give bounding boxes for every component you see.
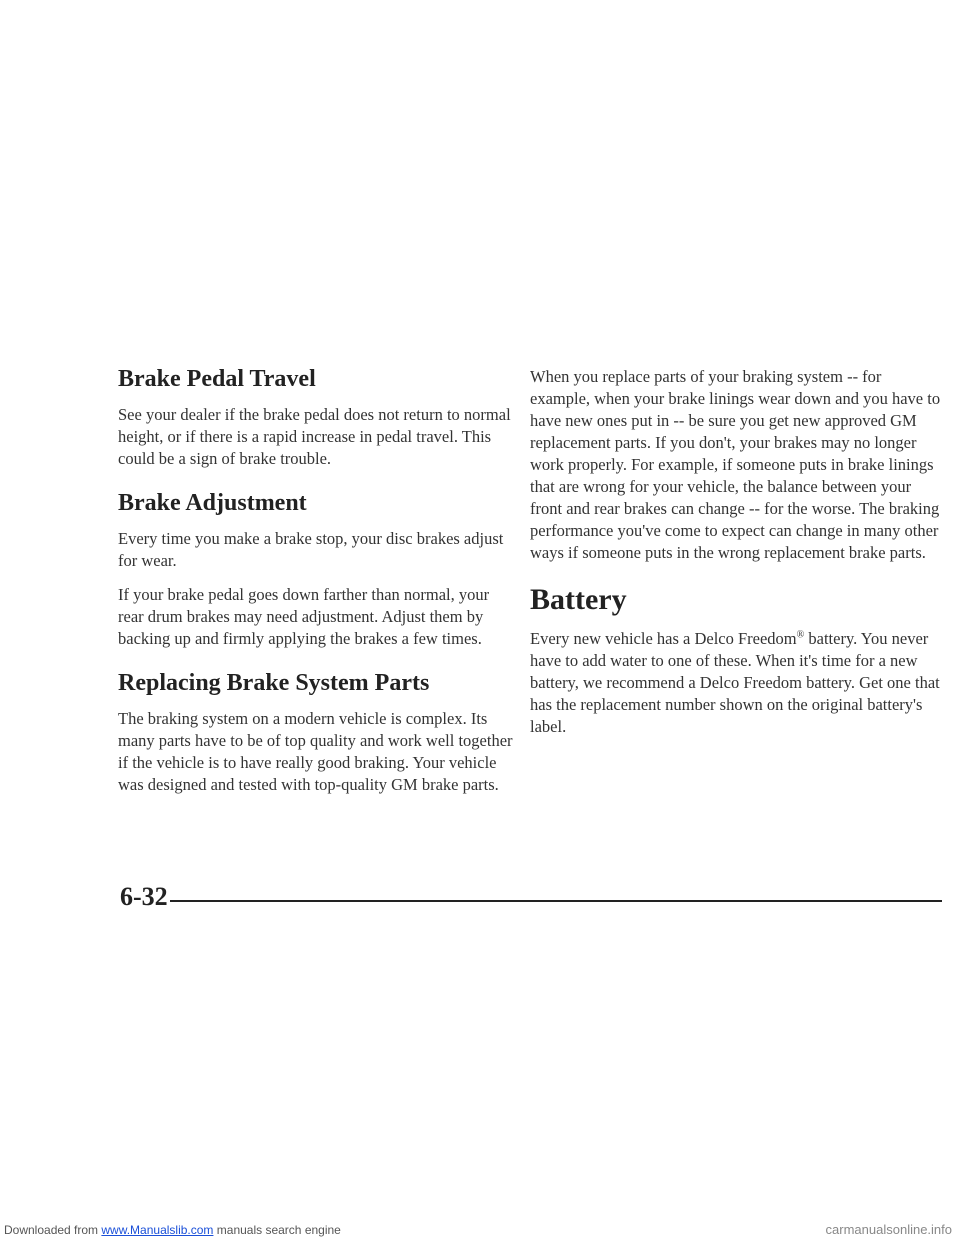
watermark: carmanualsonline.info bbox=[825, 1222, 952, 1237]
heading-brake-adjustment: Brake Adjustment bbox=[118, 490, 307, 516]
footer-rule bbox=[170, 900, 942, 902]
paragraph-brake-pedal-travel: See your dealer if the brake pedal does not return to normal height, or if there is a rapid increase in pedal travel. This could be a sign of brake trouble. bbox=[118, 405, 511, 468]
registered-mark: ® bbox=[796, 629, 805, 641]
right-column bbox=[530, 366, 942, 738]
page-number: 6-32 bbox=[120, 882, 168, 911]
paragraph-brake-adjustment-1: Every time you make a brake stop, your disc brakes adjust for wear. bbox=[118, 529, 504, 570]
paragraph-brake-adjustment-2: If your brake pedal goes down farther than normal, your rear drum brakes may need adjustment. Adjust them by backing up and firmly applying the brakes a few times. bbox=[118, 585, 490, 648]
heading-battery: Battery bbox=[530, 583, 627, 616]
banner-source bbox=[4, 1218, 341, 1242]
page-footer bbox=[120, 880, 942, 914]
download-banner bbox=[0, 1218, 960, 1242]
battery-text-before: Every new vehicle has a Delco Freedom bbox=[530, 629, 797, 648]
left-column bbox=[118, 364, 518, 796]
paragraph-battery bbox=[530, 628, 942, 738]
banner-suffix: manuals search engine bbox=[213, 1223, 341, 1237]
manualslib-link[interactable]: www.Manualslib.com bbox=[101, 1223, 214, 1237]
paragraph-replacement-parts: When you replace parts of your braking system -- for example, when your brake linings wear down and you have to have new ones put in -- be sure you get new approved GM replacement parts. If you don't, your brakes may no longer work properly. For example, if someone puts in brake linings that are wrong for your vehicle, the balance between your front and rear brakes can change -- for the worse. The braking performance you've come to expect can change in many other ways if someone puts in the wrong replacement brake parts. bbox=[530, 367, 941, 562]
heading-brake-pedal-travel: Brake Pedal Travel bbox=[118, 366, 316, 392]
heading-replacing-brake-system-parts: Replacing Brake System Parts bbox=[118, 670, 430, 696]
banner-prefix: Downloaded from bbox=[4, 1223, 102, 1237]
paragraph-replacing-brake-system-parts: The braking system on a modern vehicle is complex. Its many parts have to be of top quality and work well together if the vehicle is to have really good braking. Your vehicle was designed and tested with top-quality GM brake parts. bbox=[118, 709, 513, 794]
battery-text-after: battery. You never have to add water to one of these. When it's time for a new battery, we recommend a Delco Freedom battery. Get one that has the replacement number shown on the original battery's label. bbox=[530, 629, 940, 736]
